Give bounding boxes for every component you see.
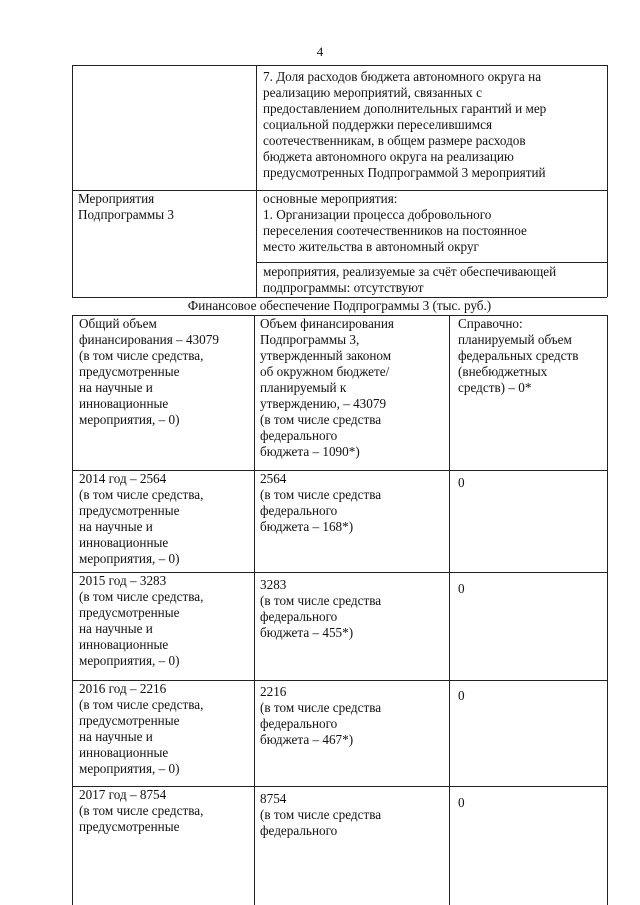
table-row-2017-total: 2017 год – 8754 (в том числе средства, предусмотренные	[79, 787, 204, 834]
table-row-2016-total: 2016 год – 2216 (в том числе средства, предусмотренные на научные и инновационные мероприятия, – 0)	[79, 681, 204, 776]
finance-border-left	[72, 315, 73, 905]
table-row-2015-reference: 0	[458, 581, 465, 596]
column-divider-top	[256, 65, 257, 297]
total-funding-cell: Общий объем финансирования – 43079 (в том числе средства, предусмотренные на научные и инновационные мероприятия, – 0)	[79, 316, 219, 427]
table-row-2016-reference: 0	[458, 688, 465, 703]
table-border-right-top	[607, 65, 608, 297]
table-row-2014-reference: 0	[458, 475, 465, 490]
finance-column-divider-1	[254, 315, 255, 905]
finance-column-divider-2	[449, 315, 450, 905]
table-row-2014-approved: 2564 (в том числе средства федерального бюджета – 168*)	[260, 471, 382, 534]
table-row-2017-reference: 0	[458, 795, 465, 810]
table-row-2015-approved: 3283 (в том числе средства федерального бюджета – 455*)	[260, 577, 382, 640]
table-row-2014-total: 2014 год – 2564 (в том числе средства, предусмотренные на научные и инновационные мероприятия, – 0)	[79, 471, 204, 566]
table-row-2017-approved: 8754 (в том числе средства федерального	[260, 791, 382, 838]
table-border-top	[72, 65, 607, 66]
table-row-2016-approved: 2216 (в том числе средства федерального бюджета – 467*)	[260, 684, 382, 747]
approved-funding-cell: Объем финансирования Подпрограммы 3, утвержденный законом об окружном бюджете/ планируемый к утверждению, – 43079 (в том числе средства федерального бюджета – 1090*)	[260, 316, 394, 459]
events-support-text: мероприятия, реализуемые за счёт обеспечивающей подпрограммы: отсутствуют	[263, 264, 557, 295]
events-main-text: основные мероприятия: 1. Организации процесса добровольного переселения соотечественников на постоянное место жительства в автономный округ	[263, 191, 527, 254]
row-divider-events	[256, 262, 607, 263]
page-number: 4	[316, 44, 324, 59]
indicator-7-text: 7. Доля расходов бюджета автономного округа на реализацию мероприятий, связанных с предоставлением дополнительных гарантий и мер социальной поддержки переселившимся соотечественникам, в общем размере расходов бюджета автономного округа на реализацию предусмотренных Подпрограммой 3 мероприятий	[263, 69, 547, 180]
table-border-left-top	[72, 65, 73, 297]
finance-border-right	[607, 315, 608, 905]
events-label: Мероприятия Подпрограммы 3	[78, 191, 174, 222]
finance-header: Финансовое обеспечение Подпрограммы 3 (тыс. руб.)	[187, 298, 492, 313]
reference-funding-cell: Справочно: планируемый объем федеральных средств (внебюджетных средств) – 0*	[458, 316, 579, 395]
table-row-2015-total: 2015 год – 3283 (в том числе средства, предусмотренные на научные и инновационные мероприятия, – 0)	[79, 573, 204, 668]
